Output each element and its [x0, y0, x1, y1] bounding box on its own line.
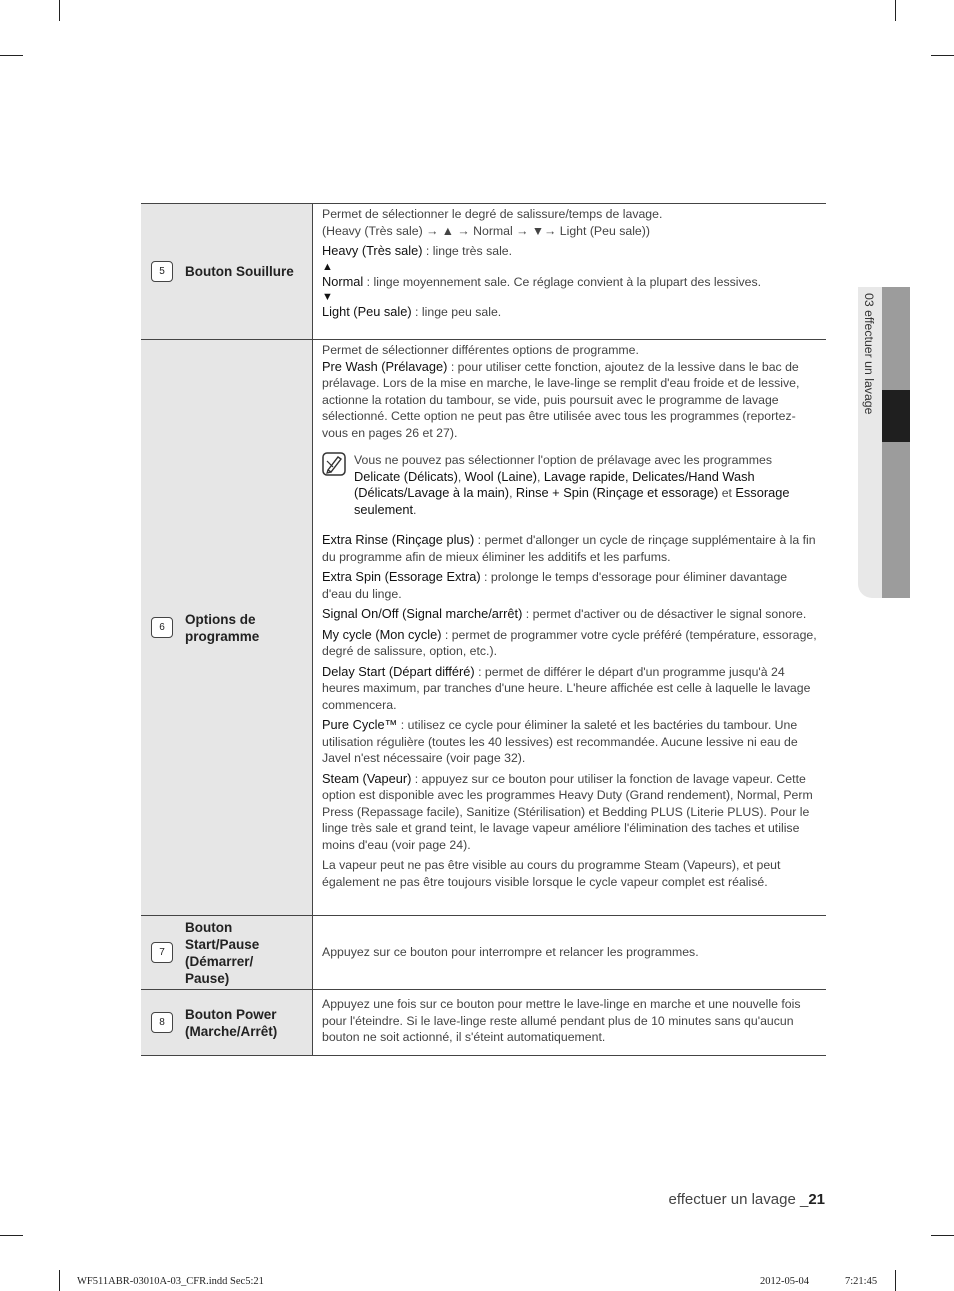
option-key: Pure Cycle™: [322, 717, 398, 732]
note-part: ,: [537, 469, 544, 484]
row-label-line: Start/Pause: [185, 936, 260, 952]
crop-mark: [0, 1235, 23, 1236]
option-pure-cycle: [322, 717, 818, 767]
option-key: Extra Spin (Essorage Extra): [322, 569, 481, 584]
options-table: [141, 203, 826, 1056]
options-intro: Permet de sélectionner différentes options de programme.: [322, 343, 639, 357]
option-key: Extra Rinse (Rinçage plus): [322, 532, 475, 547]
steam-note: La vapeur peut ne pas être visible au cours du programme Steam (Vapeurs), et peut également ne pas être toujours visible lorsque le cycle vapeur complet est réalisé.: [322, 858, 781, 889]
option-key: Pre Wash (Prélavage): [322, 358, 448, 374]
option-prewash: [322, 359, 818, 442]
option-text: : appuyez sur ce bouton pour utiliser la fonction de lavage vapeur. Cette option est disponible avec les programmes Heavy Duty (Grand rendement), Normal, Perm Press (Repassage facile), Sanitize (Stérilisation) et Bedding PLUS (Literie PLUS). Pour le linge très sale et grand teint, le lavage vapeur améliore l'élimination des taches et utilise moins d'eau (voir page 24).: [322, 771, 813, 852]
crop-mark: [0, 55, 23, 56]
note-part: .: [413, 502, 417, 517]
option-key: Delay Start (Départ différé): [322, 663, 475, 679]
note-key: Wool (Laine): [464, 468, 537, 484]
row-label-cell: [141, 204, 313, 339]
note-part: ,: [509, 486, 516, 500]
option-text: : prolonge le temps d'essorage pour éliminer davantage d'eau du linge.: [322, 570, 788, 601]
side-tab-bar: [882, 287, 910, 598]
row-description: [313, 916, 826, 989]
note-pen-icon: [322, 452, 346, 476]
option-text: : pour utiliser cette fonction, ajoutez de la lessive dans le bac de prélavage. Lors de la mise en marche, le lave-linge se remplit d'eau froide et de lessive, actionne la rotation du tambour, se vide, puis poursuit avec le programme de lavage sélectionné. Cette option ne peut pas être utilisée avec tous les programmes (reportez-vous en pages 26 et 27).: [322, 359, 800, 440]
soil-heavy-text: : linge très sale.: [422, 244, 513, 258]
crop-mark: [931, 1235, 954, 1236]
table-row-start-pause: [141, 916, 826, 990]
option-key: My cycle (Mon cycle): [322, 626, 442, 642]
crop-mark: [59, 1270, 60, 1291]
row-label-line: programme: [185, 628, 260, 644]
row-number: 8: [151, 1012, 173, 1033]
table-row-power: [141, 990, 826, 1056]
option-text: : permet d'allonger un cycle de rinçage supplémentaire à la fin du programme afin de mieux éliminer les additifs et les parfums.: [322, 533, 816, 564]
row-label: [185, 919, 259, 987]
start-pause-text: Appuyez sur ce bouton pour interrompre et relancer les programmes.: [322, 944, 699, 959]
option-delay-start: [322, 664, 818, 714]
soil-normal-key: Normal: [322, 273, 364, 289]
option-extra-rinse: [322, 532, 818, 565]
crop-mark: [895, 1270, 896, 1291]
note-key: Rinse + Spin (Rinçage et essorage): [515, 485, 719, 500]
row-label-line: Options de: [185, 611, 256, 627]
slug-time: 7:21:45: [845, 1276, 878, 1287]
table-row-options: [141, 340, 826, 916]
row-label-line: (Démarrer/: [185, 953, 254, 969]
up-arrow-icon: ▲: [322, 260, 333, 273]
crop-mark: [895, 0, 896, 21]
note-part: Vous ne pouvez pas sélectionner l'option de prélavage avec les programmes: [354, 453, 772, 467]
row-label-line: Pause): [185, 970, 230, 986]
side-tab-label: 03 effectuer un lavage: [862, 293, 876, 415]
footer-section: effectuer un lavage _: [668, 1191, 809, 1208]
row-label: [185, 1006, 277, 1040]
option-signal: [322, 606, 818, 623]
option-text: : permet d'activer ou de désactiver le signal sonore.: [522, 607, 807, 621]
table-row-soil: [141, 203, 826, 340]
soil-intro: Permet de sélectionner le degré de salissure/temps de lavage.: [322, 207, 663, 221]
row-number: 7: [151, 942, 173, 963]
option-key: Signal On/Off (Signal marche/arrêt): [322, 606, 523, 621]
soil-sequence: (Heavy (Très sale) → ▲ → Normal → ▼→ Light (Peu sale)): [322, 223, 650, 238]
row-label-line: (Marche/Arrêt): [185, 1023, 278, 1039]
row-number: 6: [151, 617, 173, 638]
power-text: Appuyez une fois sur ce bouton pour mettre le lave-linge en marche et une nouvelle fois pour l'éteindre. Si le lave-linge reste allumé pendant plus de 10 minutes sans qu'aucun bouton ne soit actionné, il s'éteint automatiquement.: [322, 997, 801, 1044]
crop-mark: [59, 0, 60, 21]
page-footer: [668, 1191, 825, 1208]
soil-normal: [322, 274, 818, 291]
note-key: Lavage rapide, Delicates/Hand Wash (Délicats/Lavage à la main): [354, 468, 755, 500]
option-key: Steam (Vapeur): [322, 770, 412, 786]
note-key: Essorage seulement: [354, 485, 790, 517]
note-text: [354, 452, 818, 518]
row-label-cell: [141, 916, 313, 989]
option-text: : utilisez ce cycle pour éliminer la saleté et les bactéries du tambour. Une utilisation régulière (toutes les 40 lessives) est recommandée. Aucune lessive ni eau de Javel n'est nécessaire (voir page 32).: [322, 718, 798, 765]
row-label: [185, 611, 259, 645]
row-label-line: Bouton: [185, 919, 233, 935]
soil-light-key: Light (Peu sale): [322, 304, 412, 319]
soil-heavy: [322, 243, 818, 260]
note-key: Delicate (Délicats): [354, 468, 458, 484]
row-label-line: Bouton Power: [185, 1006, 277, 1022]
soil-light-text: : linge peu sale.: [411, 305, 502, 319]
option-extra-spin: [322, 569, 818, 602]
crop-mark: [931, 55, 954, 56]
row-label-cell: [141, 990, 313, 1055]
slug-file: WF511ABR-03010A-03_CFR.indd Sec5:21: [77, 1276, 264, 1287]
note-part: ,: [457, 469, 465, 484]
side-tab-marker: [882, 390, 910, 442]
soil-light: [322, 304, 818, 321]
soil-heavy-key: Heavy (Très sale): [322, 243, 423, 258]
row-number: 5: [151, 261, 173, 282]
option-text: : permet de différer le départ d'un programme jusqu'à 24 heures maximum, par tranches d'une heure. L'heure affichée est celle à laquelle le lavage commencera.: [322, 664, 811, 712]
note-part: et: [718, 486, 736, 500]
row-label-cell: [141, 340, 313, 915]
row-description: [313, 990, 826, 1055]
row-description: [313, 340, 826, 915]
page-number: 21: [808, 1191, 825, 1208]
row-label: Bouton Souillure: [185, 264, 294, 279]
option-my-cycle: [322, 627, 818, 660]
soil-normal-text: : linge moyennement sale. Ce réglage convient à la plupart des lessives.: [363, 274, 762, 289]
note-box: [322, 452, 818, 518]
down-arrow-icon: ▼: [322, 291, 333, 303]
slug-date: 2012-05-04: [760, 1276, 809, 1287]
option-text: : permet de programmer votre cycle préféré (température, essorage, degré de salissure, option, etc.).: [322, 627, 817, 658]
row-description: [313, 204, 826, 339]
option-steam: [322, 771, 818, 854]
